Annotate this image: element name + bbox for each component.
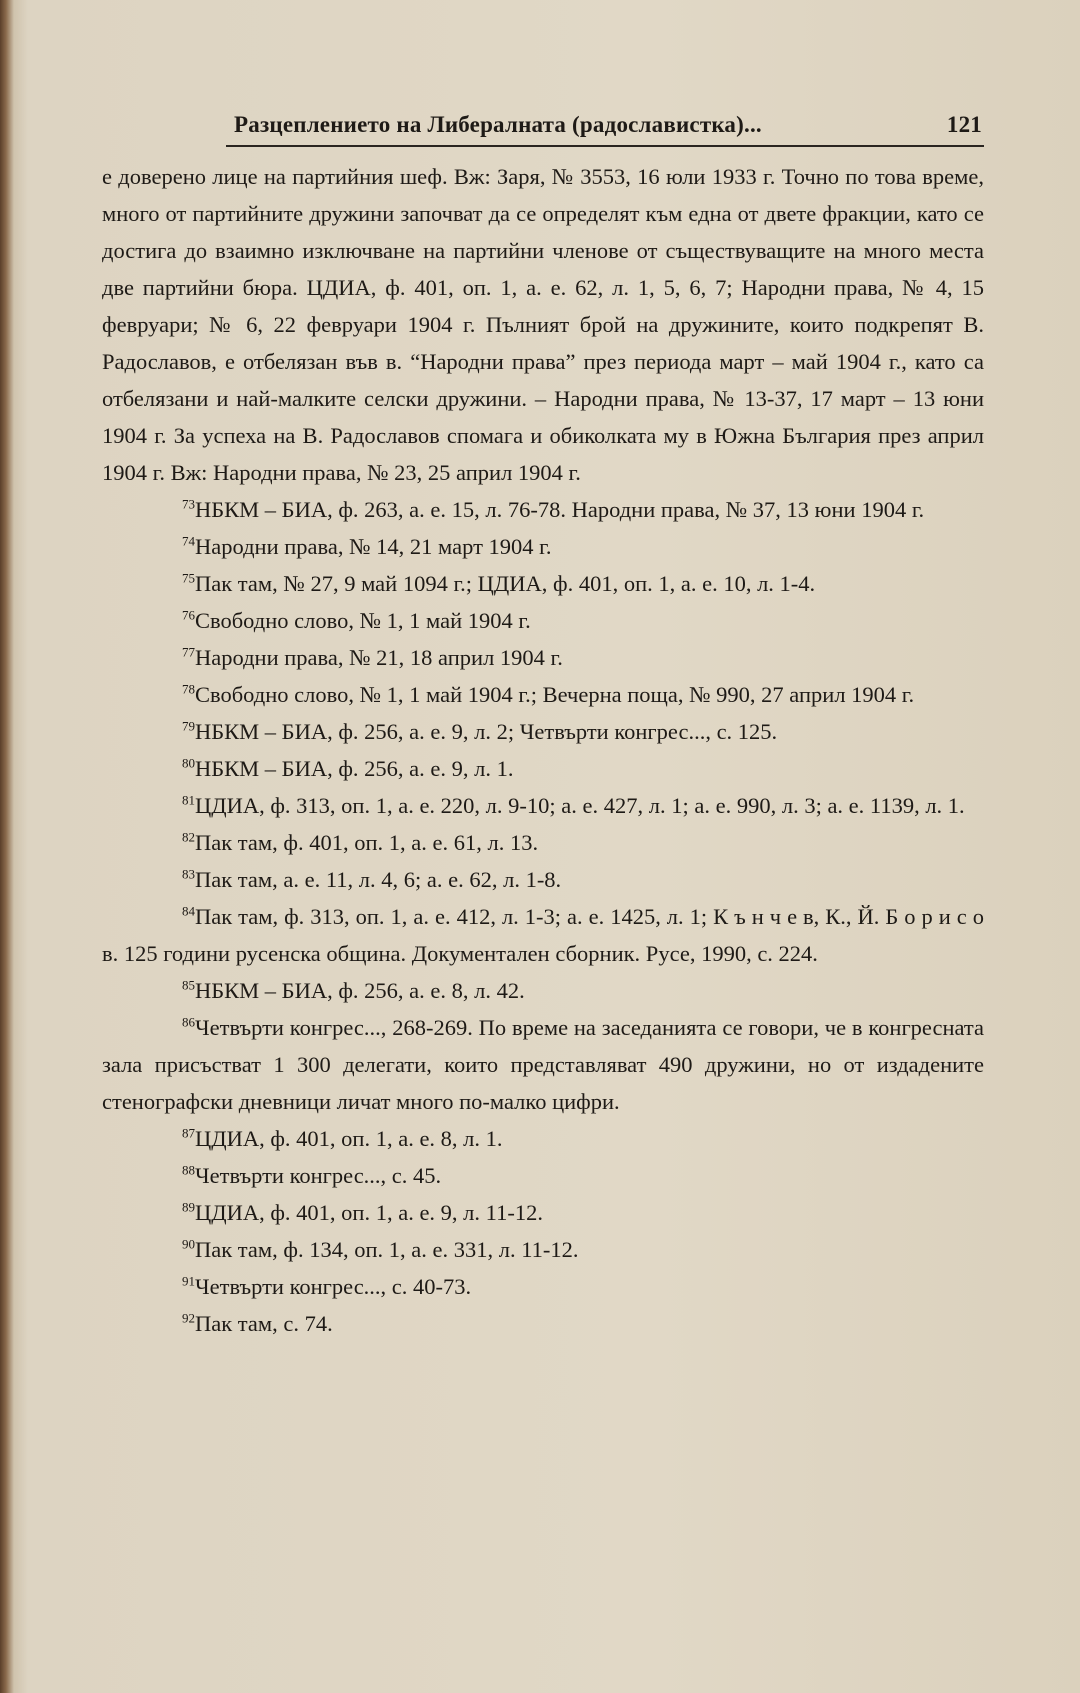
footnote-89: [102, 1194, 984, 1231]
footnote-text: Свободно слово, № 1, 1 май 1904 г.: [195, 608, 531, 633]
footnote-number: 76: [182, 607, 195, 623]
footnote-number: 84: [182, 903, 195, 919]
footnote-block: [102, 158, 984, 1342]
footnote-number: 89: [182, 1199, 195, 1215]
footnote-text: Четвърти конгрес..., 268-269. По време на заседанията се говори, че в конгресната зала присъстват 1 300 делегати, които представляват 490 дружини, но от издадените стенографски дневници личат много по-малко цифри.: [102, 1015, 984, 1114]
footnote-text: НБКМ – БИА, ф. 256, а. е. 9, л. 1.: [195, 756, 514, 781]
footnote-number: 73: [182, 496, 195, 512]
footnote-text: ЦДИА, ф. 313, оп. 1, а. е. 220, л. 9-10; а. е. 427, л. 1; а. е. 990, л. 3; а. е. 1139, л. 1.: [195, 793, 965, 818]
running-header: [234, 106, 982, 142]
footnote-text: НБКМ – БИА, ф. 256, а. е. 9, л. 2; Четвърти конгрес..., с. 125.: [195, 719, 778, 744]
footnote-80: [102, 750, 984, 787]
footnote-text: Пак там, ф. 313, оп. 1, а. е. 412, л. 1-3; а. е. 1425, л. 1; К ъ н ч е в, К., Й. Б о р и с о в. 125 години русенска община. Документален сборник. Русе, 1990, с. 224.: [102, 904, 984, 966]
footnote-text: Пак там, ф. 401, оп. 1, а. е. 61, л. 13.: [195, 830, 539, 855]
footnote-number: 85: [182, 977, 195, 993]
footnote-77: [102, 639, 984, 676]
footnote-73: [102, 491, 984, 528]
footnote-text: ЦДИА, ф. 401, оп. 1, а. е. 8, л. 1.: [195, 1126, 503, 1151]
footnote-number: 90: [182, 1236, 195, 1252]
footnote-number: 91: [182, 1273, 195, 1289]
footnote-number: 79: [182, 718, 195, 734]
footnote-number: 78: [182, 681, 195, 697]
footnote-number: 83: [182, 866, 195, 882]
footnote-number: 81: [182, 792, 195, 808]
footnote-number: 80: [182, 755, 195, 771]
footnote-list: [102, 491, 984, 1342]
footnote-number: 86: [182, 1014, 195, 1030]
footnote-92: [102, 1305, 984, 1342]
header-title: Разцеплението на Либералната (радославистка)...: [234, 112, 762, 137]
footnote-78: [102, 676, 984, 713]
footnote-81: [102, 787, 984, 824]
footnote-79: [102, 713, 984, 750]
footnote-text: НБКМ – БИА, ф. 263, а. е. 15, л. 76-78. Народни права, № 37, 13 юни 1904 г.: [195, 497, 925, 522]
footnote-text: Четвърти конгрес..., с. 40-73.: [195, 1274, 472, 1299]
footnote-74: [102, 528, 984, 565]
page-number: 121: [946, 112, 982, 137]
footnote-76: [102, 602, 984, 639]
footnote-75: [102, 565, 984, 602]
footnote-83: [102, 861, 984, 898]
footnote-87: [102, 1120, 984, 1157]
footnote-text: ЦДИА, ф. 401, оп. 1, а. е. 9, л. 11-12.: [195, 1200, 543, 1225]
footnote-text: Пак там, ф. 134, оп. 1, а. е. 331, л. 11-12.: [195, 1237, 579, 1262]
footnote-91: [102, 1268, 984, 1305]
footnote-text: Свободно слово, № 1, 1 май 1904 г.; Вечерна поща, № 990, 27 април 1904 г.: [195, 682, 915, 707]
footnote-text: Четвърти конгрес..., с. 45.: [195, 1163, 442, 1188]
footnote-85: [102, 972, 984, 1009]
footnote-90: [102, 1231, 984, 1268]
footnote-number: 92: [182, 1310, 195, 1326]
footnote-86: [102, 1009, 984, 1120]
footnote-text: Народни права, № 21, 18 април 1904 г.: [195, 645, 563, 670]
footnote-number: 87: [182, 1125, 195, 1141]
footnote-82: [102, 824, 984, 861]
footnote-text: Пак там, с. 74.: [195, 1311, 333, 1336]
footnote-84: [102, 898, 984, 972]
footnote-number: 88: [182, 1162, 195, 1178]
footnote-text: Пак там, а. е. 11, л. 4, 6; а. е. 62, л. 1-8.: [195, 867, 562, 892]
footnote-number: 82: [182, 829, 195, 845]
footnote-number: 77: [182, 644, 195, 660]
footnote-text: Народни права, № 14, 21 март 1904 г.: [195, 534, 552, 559]
footnote-number: 75: [182, 570, 195, 586]
footnote-text: НБКМ – БИА, ф. 256, а. е. 8, л. 42.: [195, 978, 525, 1003]
footnote-88: [102, 1157, 984, 1194]
footnote-number: 74: [182, 533, 195, 549]
footnote-text: Пак там, № 27, 9 май 1094 г.; ЦДИА, ф. 401, оп. 1, а. е. 10, л. 1-4.: [195, 571, 816, 596]
footnote-continuation: е доверено лице на партийния шеф. Вж: Заря, № 3553, 16 юли 1933 г. Точно по това време, много от партийните дружини започват да се определят към една от двете фракции, като се достига до взаимно изключване на партийни членове от съществуващите на много места две партийни бюра. ЦДИА, ф. 401, оп. 1, а. е. 62, л. 1, 5, 6, 7; Народни права, № 4, 15 февруари; № 6, 22 февруари 1904 г. Пълният брой на дружините, които подкрепят В. Радославов, е отбелязан във в. “Народни права” през периода март – май 1904 г., като са отбелязани и най-малките селски дружини. – Народни права, № 13-37, 17 март – 13 юни 1904 г. За успеха на В. Радославов спомага и обиколката му в Южна България през април 1904 г. Вж: Народни права, № 23, 25 април 1904 г.: [102, 164, 984, 485]
header-rule: [226, 145, 984, 147]
